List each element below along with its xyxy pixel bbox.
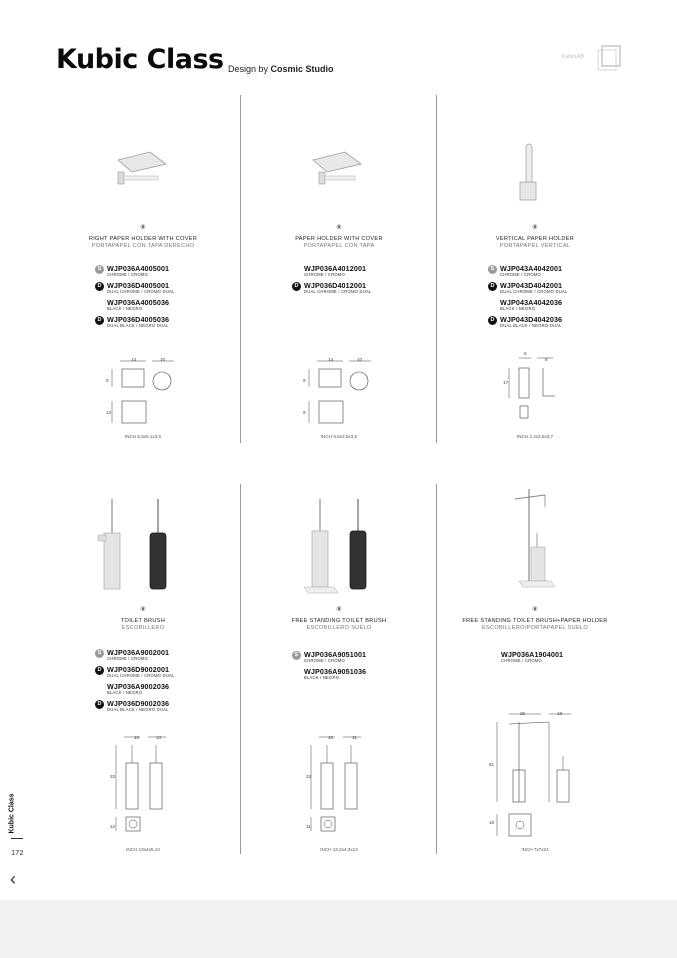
product-code: WJP036A4005001: [107, 264, 170, 273]
dual-badge: D: [292, 282, 301, 291]
dim-width: 14: [131, 357, 137, 362]
code-row: [95, 648, 291, 665]
dimension-drawing: [505, 352, 565, 432]
product-name: [241, 618, 437, 632]
product-finish: CHROME / CROMO: [501, 658, 542, 663]
single-badge: S: [292, 651, 301, 660]
product-name: [45, 236, 241, 250]
code-row: [488, 315, 677, 332]
product-code: WJP036A4012001: [304, 264, 367, 273]
dim-height: 9: [303, 378, 306, 383]
product-finish: BLACK / NEGRO: [500, 306, 536, 311]
product-name-en: FREE STANDING TOILET BRUSH: [291, 618, 387, 624]
logo-text: KubicLAB: [562, 54, 584, 60]
product-finish: CHROME / CROMO: [107, 272, 148, 277]
code-row: [95, 315, 291, 332]
product-number: ⑧: [336, 225, 342, 231]
free-standing-brush-image: [298, 495, 388, 600]
dim-depth: 10: [160, 357, 166, 362]
product-name-en: VERTICAL PAPER HOLDER: [495, 236, 575, 242]
product-name: [437, 236, 633, 250]
product-name-es: PORTAPAPEL VERTICAL: [499, 243, 571, 249]
dim-width: 6: [524, 351, 527, 356]
dimension-drawing: [108, 355, 188, 430]
viewer-bottom-bar: [0, 900, 677, 958]
product-codes: [292, 650, 488, 684]
product-name: [437, 618, 633, 632]
dim-height: 33: [110, 774, 116, 779]
product-code: WJP036D4005001: [107, 281, 170, 290]
product-name-es: ESCOBILLERO SUELO: [306, 625, 372, 631]
single-badge: S: [488, 265, 497, 274]
side-divider: [11, 838, 23, 839]
inch-dimensions: INCH 5,5x5,1x3,5: [124, 434, 162, 439]
product-code: WJP036A9002036: [107, 682, 170, 691]
dual-badge: D: [488, 316, 497, 325]
product-finish: DUAL BLACK / NEGRO DUAL: [107, 707, 169, 712]
dim-height: 61: [489, 762, 495, 767]
dim-depth: 11: [352, 735, 357, 740]
inch-dimensions: INCH 13,2x4,3x13: [320, 847, 358, 852]
dual-badge: D: [95, 666, 104, 675]
dim-height: 17: [503, 380, 509, 385]
product-number: ⑧: [532, 225, 538, 231]
product-name-es: ESCOBILLERO/PORTAPAPEL SUELO: [481, 625, 589, 631]
product-codes: [292, 264, 488, 298]
kubiclab-logo: [562, 42, 622, 72]
product-finish: BLACK / NEGRO: [107, 306, 143, 311]
dual-badge: D: [95, 700, 104, 709]
product-code: WJP036A9051036: [304, 667, 367, 676]
product-number: ⑧: [336, 607, 342, 613]
inch-dimensions: INCH 2,4x3,5x6,7: [516, 434, 554, 439]
dimension-drawing: [305, 355, 385, 430]
single-badge: S: [95, 649, 104, 658]
code-row: [488, 264, 677, 281]
product-name-en: TOILET BRUSH: [120, 618, 166, 624]
product-name-en: RIGHT PAPER HOLDER WITH COVER: [88, 236, 198, 242]
dual-badge: D: [95, 282, 104, 291]
product-code: WJP043A4042001: [500, 264, 563, 273]
dim-height2: 12: [110, 824, 116, 829]
page-title: Kubic Class: [56, 44, 224, 75]
code-row: [95, 699, 291, 716]
code-row: [292, 667, 488, 684]
dim-height2: 11: [306, 824, 311, 829]
brush-paper-stand-image: [505, 485, 565, 600]
dim-height: 33: [306, 774, 312, 779]
single-badge: S: [95, 265, 104, 274]
product-number: ⑧: [140, 225, 146, 231]
paper-holder-image: [305, 150, 375, 195]
product-codes: [95, 264, 291, 332]
side-brand: [10, 790, 24, 840]
product-finish: DUAL BLACK / NEGRO DUAL: [500, 323, 562, 328]
code-row: [488, 298, 677, 315]
dim-depth: 8: [545, 357, 548, 362]
product-code: WJP043A4042036: [500, 298, 563, 307]
product-finish: DUAL CHROME / CROMO DUAL: [500, 289, 568, 294]
inch-dimensions: INCH 13x4x5,13: [126, 847, 160, 852]
code-row: [292, 281, 488, 298]
product-code: WJP036A1904001: [501, 650, 564, 659]
product-code: WJP036D9002036: [107, 699, 170, 708]
product-code: WJP036A9051001: [304, 650, 367, 659]
code-row: [489, 650, 677, 667]
product-name-en: FREE STANDING TOILET BRUSH+PAPER HOLDER: [462, 618, 608, 624]
back-chevron-icon[interactable]: ‹: [10, 869, 16, 889]
inch-dimensions: INCH 5,5x3,5x3,5: [320, 434, 358, 439]
vertical-holder-image: [515, 140, 545, 205]
dimension-drawing: [305, 733, 375, 843]
product-name-es: PORTAPAPEL CON TAPA: [303, 243, 375, 249]
product-finish: BLACK / NEGRO: [304, 675, 340, 680]
product-finish: DUAL BLACK / NEGRO DUAL: [107, 323, 169, 328]
dim-depth: 13: [156, 735, 162, 740]
product-finish: DUAL CHROME / CROMO DUAL: [107, 673, 175, 678]
dim-height2: 18: [489, 820, 495, 825]
product-name-en: PAPER HOLDER WITH COVER: [295, 236, 383, 242]
product-finish: DUAL CHROME / CROMO DUAL: [107, 289, 175, 294]
dimension-drawing: [485, 710, 585, 840]
product-finish: DUAL CHROME / CROMO DUAL: [304, 289, 372, 294]
dim-height2: 9: [303, 410, 306, 415]
product-name-es: ESCOBILLERO: [121, 625, 165, 631]
code-row: [95, 682, 291, 699]
page-subtitle: [228, 64, 334, 74]
dual-badge: D: [95, 316, 104, 325]
code-row: [292, 650, 488, 667]
inch-dimensions: INCH 7x7x24: [521, 847, 549, 852]
side-brand-label: Kubic Class: [8, 793, 16, 834]
subtitle-designer: Cosmic Studio: [270, 64, 334, 74]
dim-width: 14: [328, 357, 334, 362]
product-name: [241, 236, 437, 250]
code-row: [488, 281, 677, 298]
product-finish: CHROME / CROMO: [304, 272, 345, 277]
code-row: [95, 281, 291, 298]
code-row: [292, 264, 488, 281]
product-codes: [489, 650, 677, 667]
code-row: [95, 298, 291, 315]
product-code: WJP036D9002001: [107, 665, 170, 674]
product-codes: [488, 264, 677, 332]
product-name: [45, 618, 241, 632]
dim-width: 10: [134, 735, 140, 740]
dim-height2: 13: [106, 410, 112, 415]
product-code: WJP043D4042036: [500, 315, 563, 324]
dim-height: 9: [106, 378, 109, 383]
dual-badge: D: [488, 282, 497, 291]
code-row: [95, 264, 291, 281]
product-number: ⑧: [140, 607, 146, 613]
product-code: WJP036A4005036: [107, 298, 170, 307]
product-code: WJP036D4012001: [304, 281, 367, 290]
product-code: WJP036A9002001: [107, 648, 170, 657]
product-code: WJP036D4005036: [107, 315, 170, 324]
product-codes: [95, 648, 291, 716]
code-row: [95, 665, 291, 682]
product-finish: CHROME / CROMO: [107, 656, 148, 661]
subtitle-prefix: Design by: [228, 64, 269, 74]
product-code: WJP043D4042001: [500, 281, 563, 290]
dim-depth: 18: [557, 711, 563, 716]
toilet-brush-image: [92, 495, 182, 595]
product-finish: BLACK / NEGRO: [107, 690, 143, 695]
page-number: 172: [11, 848, 24, 857]
product-finish: CHROME / CROMO: [304, 658, 345, 663]
product-number: ⑧: [532, 607, 538, 613]
product-name-es: PORTAPAPEL CON TAPA DERECHO: [91, 243, 195, 249]
paper-holder-image: [110, 150, 180, 195]
dim-width: 10: [328, 735, 334, 740]
product-finish: CHROME / CROMO: [500, 272, 541, 277]
dim-width: 26: [520, 711, 526, 716]
dim-depth: 10: [357, 357, 363, 362]
dimension-drawing: [110, 733, 180, 843]
